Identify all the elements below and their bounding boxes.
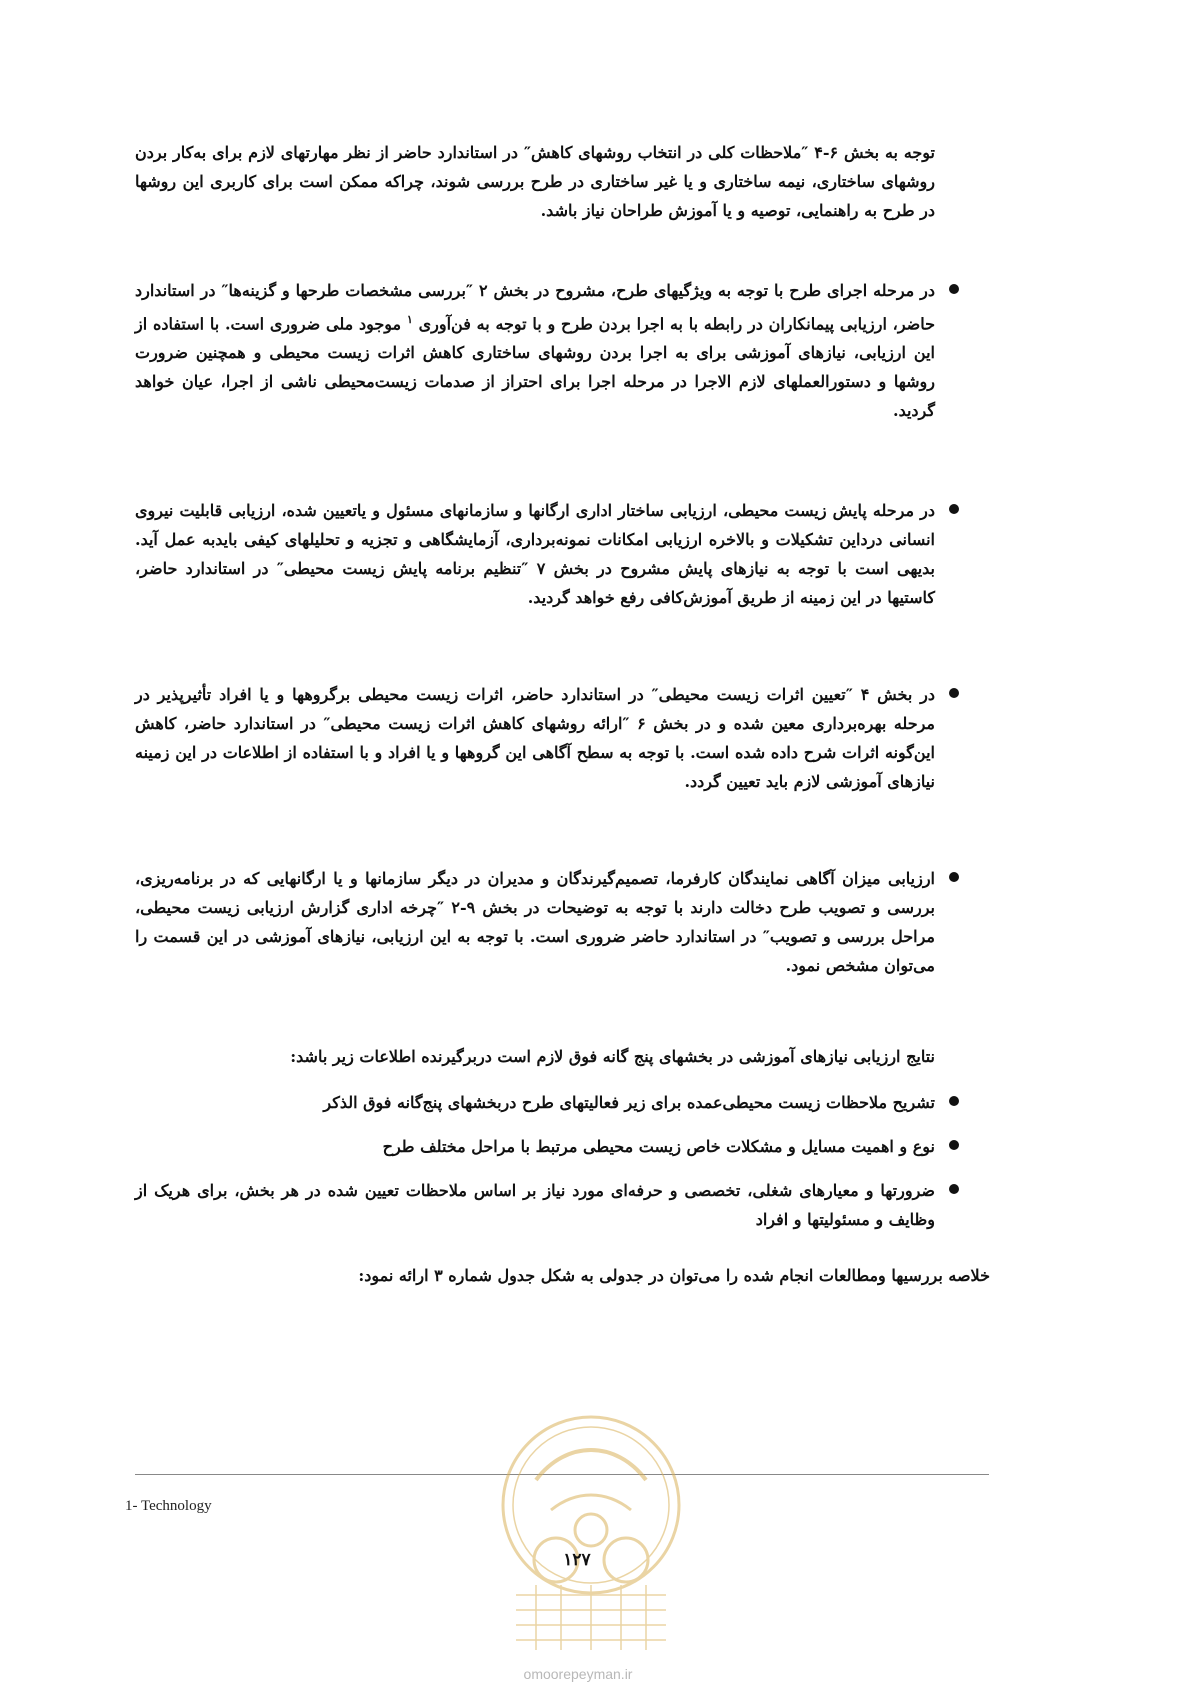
list-item-text: در بخش ۴ ″تعیین اثرات زیست محیطی″ در استاندارد حاضر، اثرات زیست محیطی برگروهها و یا افراد تأثیرپذیر در مرحله بهره‌برداری معین شده و در بخش ۶ ″ارائه روشهای کاهش اثرات زیست محیطی″ در استاندارد حاضر، کاهش این‌گونه اثرات شرح داده شده است. با توجه به سطح آگاهی این گروهها و یا افراد و با استفاده از اطلاعات در این زمینه نیازهای آموزشی لازم باید تعیین گردد. — [135, 685, 936, 791]
list-item — [135, 1176, 935, 1234]
footnote: 1- Technology — [125, 1498, 212, 1514]
bullet-icon — [949, 284, 959, 294]
summary-line: خلاصه بررسیها ومطالعات انجام شده را می‌توان در جدولی به شکل جدول شماره ۳ ارائه نمود: — [358, 1266, 990, 1285]
watermark-logo-icon — [496, 1410, 686, 1660]
page-number: ۱۲۷ — [563, 1550, 591, 1570]
list-item — [135, 276, 935, 425]
watermark-url: omoorepeyman.ir — [523, 1666, 633, 1682]
bullet-icon — [949, 504, 959, 514]
list-item — [135, 680, 935, 796]
bullet-icon — [949, 1140, 959, 1150]
list-item-text: ضرورتها و معیارهای شغلی، تخصصی و حرفه‌ای مورد نیاز بر اساس ملاحظات تعیین شده در هر بخش، برای هریک از وظایف و مسئولیتها و افراد — [135, 1181, 935, 1229]
intro-paragraph: توجه به بخش ۶-۴ ″ملاحظات کلی در انتخاب روشهای کاهش″ در استاندارد حاضر از نظر مهارتهای لازم برای به‌کار بردن روشهای ساختاری، نیمه ساختاری و یا غیر ساختاری در طرح بررسی شوند، چراکه ممکن است برای کاربری این روشها در طرح به راهنمایی، توصیه و یا آموزش طراحان نیاز باشد. — [135, 143, 936, 220]
list-item — [135, 864, 935, 980]
list-item — [230, 1088, 935, 1117]
list-item — [230, 1132, 935, 1161]
bullet-icon — [949, 1184, 959, 1194]
list-item — [135, 496, 935, 612]
bullet-icon — [949, 688, 959, 698]
bullet-icon — [949, 1096, 959, 1106]
list-item-text: در مرحله پایش زیست محیطی، ارزیابی ساختار اداری ارگانها و سازمانهای مسئول و یاتعیین شده، ارزیابی قابلیت نیروی انسانی درداین تشکیلات و بالاخره ارزیابی امکانات نمونه‌برداری، آزمایشگاهی و تجزیه و تحلیلهای کیفی بایدبه عمل آید. بدیهی است با توجه به نیازهای پایش مشروح در بخش ۷ ″تنظیم برنامه پایش زیست محیطی″ در استاندارد حاضر، کاستیها در این زمینه از طریق آموزش‌کافی رفع خواهد گردید. — [135, 501, 935, 607]
list-item-text-part: موجود ملی ضروری است. با استفاده از این ارزیابی، نیازهای آموزشی برای به اجرا بردن روشهای ساختاری کاهش اثرات زیست محیطی و همچنین ضرورت روشها و دستورالعملهای لازم الاجرا در مرحله اجرا برای احتراز از صدمات زیست‌محیطی ناشی از اجرا، عیان خواهد گردید. — [135, 314, 935, 421]
list-item-text: نوع و اهمیت مسایل و مشکلات خاص زیست محیطی مرتبط با مراحل مختلف طرح — [382, 1137, 935, 1156]
list-item-text — [135, 276, 935, 425]
bullet-icon — [949, 872, 959, 882]
list-item-text: تشریح ملاحظات زیست محیطی‌عمده برای زیر فعالیتهای طرح دربخشهای پنج‌گانه فوق الذکر — [323, 1093, 935, 1112]
list-item-text: ارزیابی میزان آگاهی نمایندگان کارفرما، تصمیم‌گیرندگان و مدیران در دیگر سازمانها و یا ارگانهایی که در برنامه‌ریزی، بررسی و تصویب طرح دخالت دارند با توجه به توضیحات در بخش ۹-۲ ″چرخه اداری گزارش ارزیابی زیست محیطی، مراحل بررسی و تصویب″ در استاندارد حاضر ضروری است. با توجه به این ارزیابی، نیازهای آموزشی در این قسمت را می‌توان مشخص نمود. — [135, 869, 936, 975]
results-intro: نتایج ارزیابی نیازهای آموزشی در بخشهای پنج گانه فوق لازم است دربرگیرنده اطلاعات زیر باشد: — [290, 1047, 935, 1066]
footnote-reference[interactable]: ۱ — [406, 313, 413, 326]
list-item-text-part: در مرحله اجرای طرح با توجه به ویژگیهای طرح، مشروح در بخش ۲ ″بررسی مشخصات طرحها و گزینه‌ها″ در استاندارد حاضر، ارزیابی پیمانکاران در رابطه با به اجرا بردن طرح و با توجه به فن‌آوری — [135, 281, 936, 334]
